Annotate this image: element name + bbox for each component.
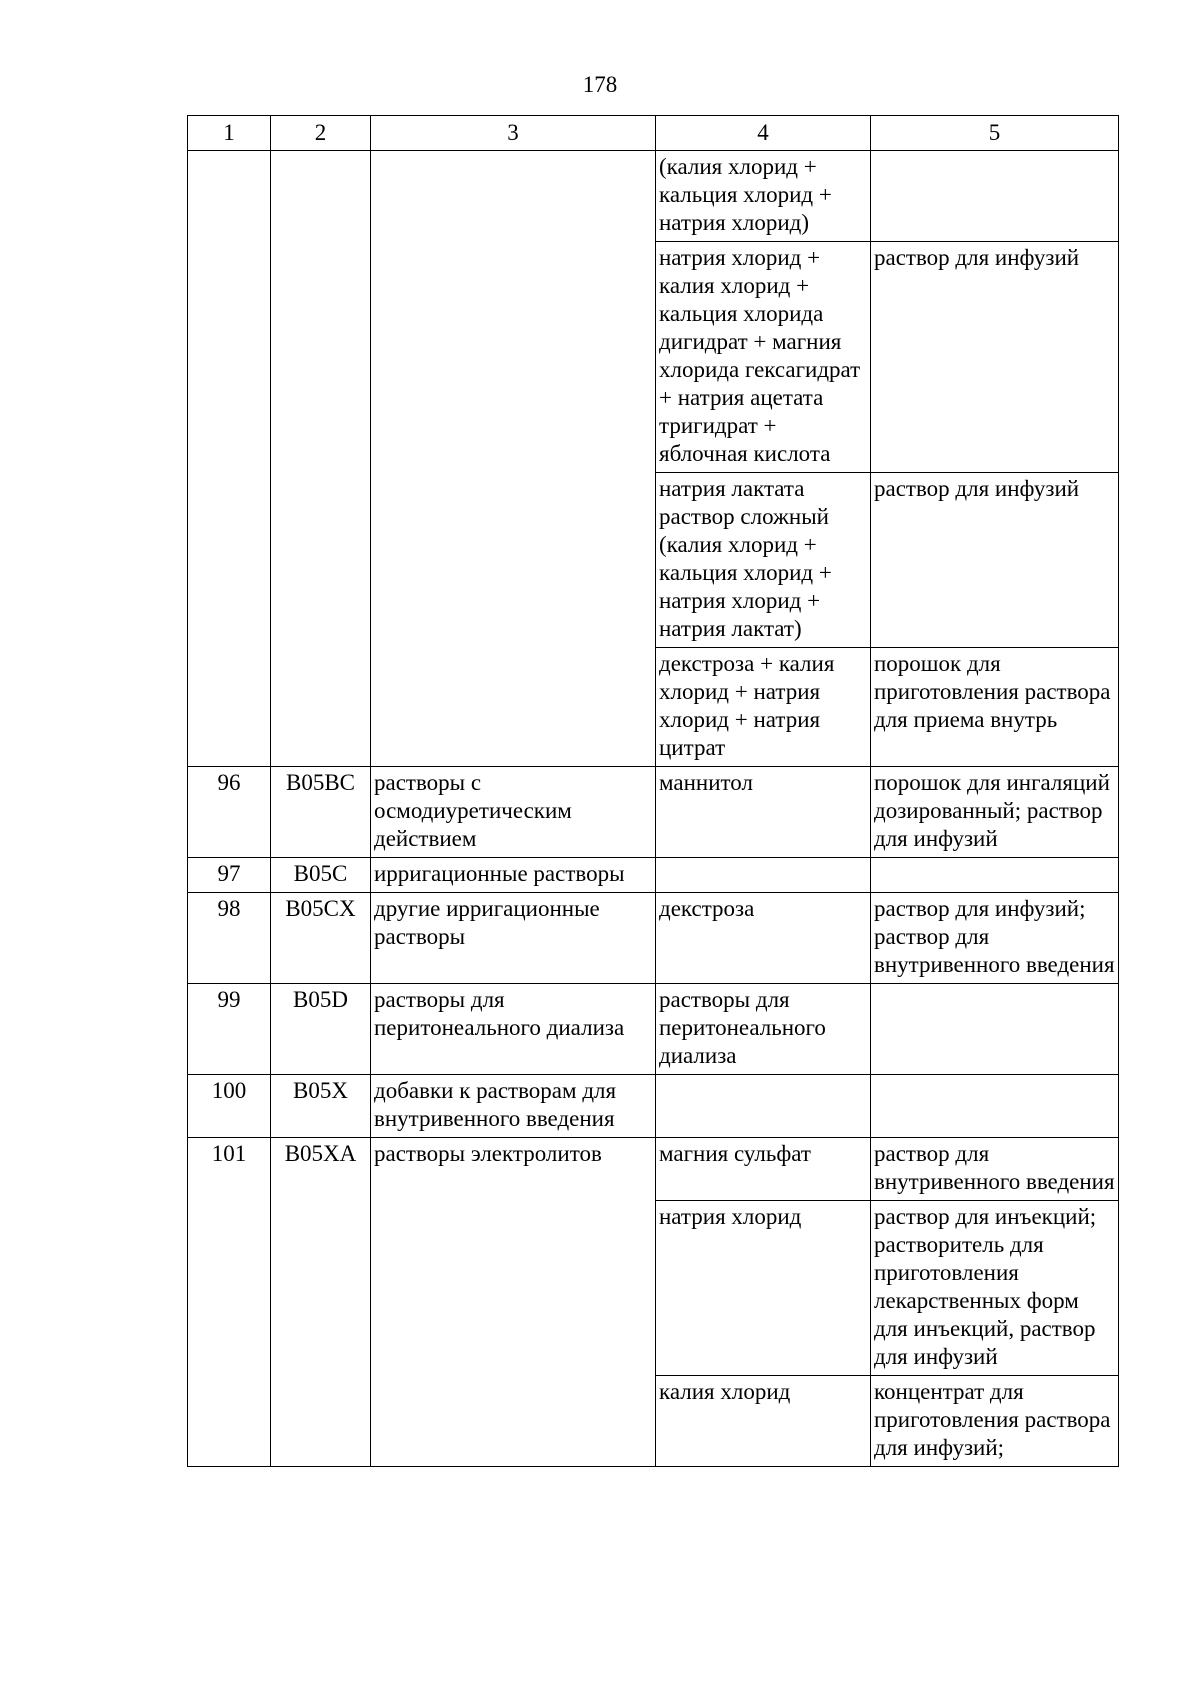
cell-code: B05X <box>271 1075 371 1138</box>
cell-drug: декстроза <box>656 893 871 984</box>
cell-group: добавки к растворам для внутривенного введения <box>371 1075 656 1138</box>
header-col-2: 2 <box>271 116 371 151</box>
cell-drug: (калия хлорид + кальция хлорид + натрия хлорид) <box>656 151 871 242</box>
cell-code: B05C <box>271 858 371 893</box>
cell-drug <box>656 858 871 893</box>
cell-form: раствор для инфузий <box>871 242 1119 473</box>
cell-drug: маннитол <box>656 767 871 858</box>
cell-group-empty <box>371 151 656 767</box>
cell-number: 100 <box>188 1075 271 1138</box>
cell-number: 98 <box>188 893 271 984</box>
table-row <box>188 767 1119 858</box>
header-row <box>188 116 1119 151</box>
cell-group: растворы с осмодиуретическим действием <box>371 767 656 858</box>
cell-form <box>871 984 1119 1075</box>
cell-group: растворы электролитов <box>371 1138 656 1467</box>
table-row <box>188 858 1119 893</box>
cell-drug: натрия хлорид <box>656 1201 871 1376</box>
drug-table <box>187 115 1119 1467</box>
table-row <box>188 984 1119 1075</box>
header-col-3: 3 <box>371 116 656 151</box>
table-row <box>188 1138 1119 1201</box>
cell-number: 96 <box>188 767 271 858</box>
table-row <box>188 1075 1119 1138</box>
cell-drug: растворы для перитонеального диализа <box>656 984 871 1075</box>
cell-number: 99 <box>188 984 271 1075</box>
cell-drug: магния сульфат <box>656 1138 871 1201</box>
cell-number: 97 <box>188 858 271 893</box>
cell-code: B05XA <box>271 1138 371 1467</box>
header-col-5: 5 <box>871 116 1119 151</box>
cell-group: другие ирригационные растворы <box>371 893 656 984</box>
cell-code-empty <box>271 151 371 767</box>
cell-drug: декстроза + калия хлорид + натрия хлорид + натрия цитрат <box>656 648 871 767</box>
cell-form <box>871 858 1119 893</box>
cell-code: B05CX <box>271 893 371 984</box>
cell-form: раствор для инфузий; раствор для внутривенного введения <box>871 893 1119 984</box>
table-row <box>188 893 1119 984</box>
cell-form: раствор для инфузий <box>871 473 1119 648</box>
cell-drug: калия хлорид <box>656 1376 871 1467</box>
cell-drug <box>656 1075 871 1138</box>
cell-form: порошок для приготовления раствора для приема внутрь <box>871 648 1119 767</box>
cell-number-empty <box>188 151 271 767</box>
cell-code: B05D <box>271 984 371 1075</box>
cell-form <box>871 151 1119 242</box>
table-row <box>188 151 1119 242</box>
cell-form: раствор для внутривенного введения <box>871 1138 1119 1201</box>
cell-group: ирригационные растворы <box>371 858 656 893</box>
cell-form <box>871 1075 1119 1138</box>
cell-form: порошок для ингаляций дозированный; раствор для инфузий <box>871 767 1119 858</box>
cell-drug: натрия лактата раствор сложный (калия хлорид + кальция хлорид + натрия хлорид + натрия лактат) <box>656 473 871 648</box>
page-number: 178 <box>582 72 618 97</box>
header-col-1: 1 <box>188 116 271 151</box>
cell-code: B05BC <box>271 767 371 858</box>
cell-form: раствор для инъекций; растворитель для приготовления лекарственных форм для инъекций, раствор для инфузий <box>871 1201 1119 1376</box>
cell-drug: натрия хлорид + калия хлорид + кальция хлорида дигидрат + магния хлорида гексагидрат + натрия ацетата тригидрат + яблочная кислота <box>656 242 871 473</box>
cell-form: концентрат для приготовления раствора для инфузий; <box>871 1376 1119 1467</box>
cell-group: растворы для перитонеального диализа <box>371 984 656 1075</box>
header-col-4: 4 <box>656 116 871 151</box>
cell-number: 101 <box>188 1138 271 1467</box>
